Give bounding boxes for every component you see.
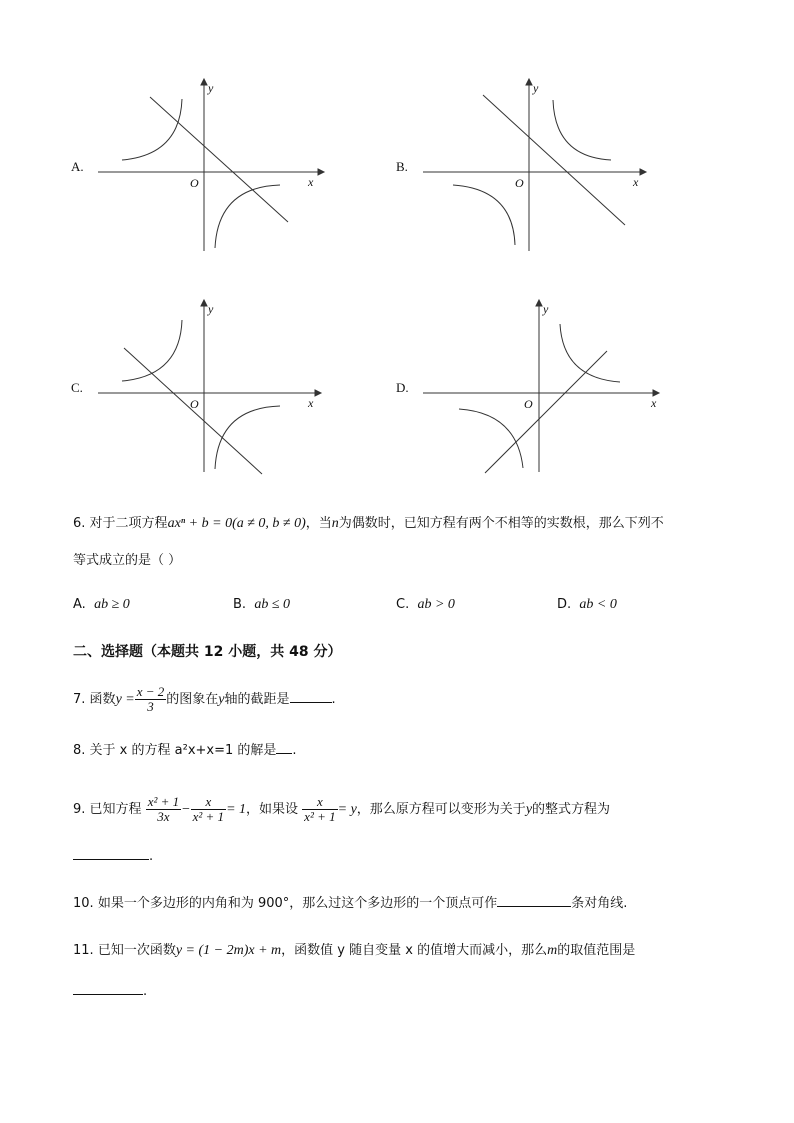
option-label: C. bbox=[396, 597, 410, 612]
question-6-text-2: ，当 bbox=[305, 516, 332, 531]
fraction-numerator: x bbox=[191, 795, 226, 810]
question-8-number: 8. bbox=[73, 743, 86, 758]
graph-b-y-label: y bbox=[533, 81, 539, 95]
option-expr: ab > 0 bbox=[417, 597, 455, 612]
question-7-text: 函数 bbox=[89, 692, 116, 707]
question-7-y: y bbox=[218, 692, 225, 707]
fraction-denominator: x² + 1 bbox=[192, 809, 225, 824]
question-7-text-2: 的图象在 bbox=[166, 692, 219, 707]
question-8-end: . bbox=[292, 743, 297, 758]
question-6-line-1 bbox=[73, 514, 664, 534]
graph-c-origin-label: O bbox=[190, 397, 199, 411]
answer-blank[interactable] bbox=[290, 688, 332, 703]
section-heading: 二、选择题（本题共 12 小题，共 48 分） bbox=[73, 644, 342, 660]
graph-c-y-label: y bbox=[208, 302, 214, 316]
fraction-numerator: x − 2 bbox=[136, 684, 165, 699]
fraction-denominator: 3x bbox=[157, 809, 170, 824]
option-a-label: A. bbox=[71, 159, 84, 174]
question-11-line-2 bbox=[73, 980, 147, 1002]
graph-c bbox=[90, 296, 330, 481]
question-10-number: 10. bbox=[73, 896, 94, 911]
question-10-text-2: 条对角线. bbox=[571, 896, 628, 911]
graph-d-origin-label: O bbox=[524, 397, 533, 411]
question-9-line-2 bbox=[73, 845, 153, 867]
question-6-text: 对于二项方程 bbox=[89, 516, 168, 531]
graph-b-origin-label: O bbox=[515, 176, 524, 190]
question-6-option-c[interactable] bbox=[396, 597, 455, 613]
question-9-text-4: 的整式方程为 bbox=[532, 802, 611, 817]
question-10 bbox=[73, 892, 627, 914]
graph-d-x-label: x bbox=[651, 396, 657, 410]
question-9-fraction-1 bbox=[146, 795, 181, 824]
question-6-option-b[interactable] bbox=[233, 597, 290, 613]
question-9-text-3: ，那么原方程可以变形为关于 bbox=[356, 802, 526, 817]
question-7-end: . bbox=[331, 692, 336, 707]
question-6-n: n bbox=[331, 516, 339, 531]
question-8 bbox=[73, 739, 297, 761]
graph-b-x-label: x bbox=[633, 175, 639, 189]
question-11-text: 已知一次函数 bbox=[97, 943, 176, 958]
question-7-fraction bbox=[135, 685, 167, 714]
option-c-label: C. bbox=[71, 380, 83, 395]
question-7-lhs: y = bbox=[115, 692, 135, 707]
fraction-denominator: 3 bbox=[147, 699, 154, 714]
question-9-text-2: ，如果设 bbox=[246, 802, 299, 817]
graph-a bbox=[90, 75, 330, 260]
graph-a-origin-label: O bbox=[190, 176, 199, 190]
question-7 bbox=[73, 680, 336, 720]
graph-b bbox=[415, 75, 655, 260]
option-d-label: D. bbox=[396, 380, 409, 395]
question-7-text-3: 轴的截距是 bbox=[224, 692, 290, 707]
answer-blank[interactable] bbox=[276, 739, 292, 754]
option-label: B. bbox=[233, 597, 247, 612]
option-label: A. bbox=[73, 597, 86, 612]
question-9-number: 9. bbox=[73, 802, 86, 817]
equals-y: = y bbox=[337, 802, 357, 817]
answer-blank[interactable] bbox=[73, 980, 143, 995]
question-11-end: . bbox=[143, 984, 148, 999]
question-9-y: y bbox=[525, 802, 533, 817]
question-9-text: 已知方程 bbox=[89, 802, 142, 817]
option-label: D. bbox=[557, 597, 572, 612]
question-8-text: 关于 x 的方程 a²x+x=1 的解是 bbox=[89, 743, 277, 758]
question-11-text-3: 的取值范围是 bbox=[557, 943, 636, 958]
option-expr: ab ≤ 0 bbox=[254, 597, 291, 612]
question-7-number: 7. bbox=[73, 692, 86, 707]
question-6-line-2: 等式成立的是（ ） bbox=[73, 553, 182, 568]
graph-a-y-label: y bbox=[208, 81, 214, 95]
option-b-label: B. bbox=[396, 159, 408, 174]
question-6-option-a[interactable] bbox=[73, 597, 130, 613]
option-expr: ab ≥ 0 bbox=[94, 597, 130, 612]
question-11-line-1 bbox=[73, 941, 635, 961]
question-6-number: 6. bbox=[73, 516, 86, 531]
equals-one: = 1 bbox=[226, 802, 247, 817]
question-6-text-3: 为偶数时，已知方程有两个不相等的实数根，那么下列不 bbox=[338, 516, 664, 531]
answer-blank[interactable] bbox=[73, 845, 149, 860]
answer-blank[interactable] bbox=[497, 892, 571, 907]
question-9-fraction-2 bbox=[191, 795, 226, 824]
question-11-function: y = (1 − 2m)x + m bbox=[175, 943, 282, 958]
question-11-text-2: ，函数值 y 随自变量 x 的值增大而减小，那么 bbox=[281, 943, 548, 958]
question-9-fraction-3 bbox=[302, 795, 337, 824]
question-10-text: 如果一个多边形的内角和为 900°，那么过这个多边形的一个顶点可作 bbox=[97, 896, 498, 911]
question-9-end: . bbox=[149, 849, 154, 864]
question-9-line-1 bbox=[73, 790, 610, 830]
question-11-number: 11. bbox=[73, 943, 94, 958]
graph-d-y-label: y bbox=[543, 302, 549, 316]
graph-c-x-label: x bbox=[308, 396, 314, 410]
graph-a-x-label: x bbox=[308, 175, 314, 189]
question-6-option-d[interactable] bbox=[557, 597, 617, 613]
fraction-numerator: x² + 1 bbox=[147, 794, 180, 809]
fraction-numerator: x bbox=[302, 795, 337, 810]
question-11-m: m bbox=[547, 943, 558, 958]
graph-d bbox=[415, 296, 660, 481]
question-6-equation: axⁿ + b = 0(a ≠ 0, b ≠ 0) bbox=[167, 516, 306, 531]
fraction-denominator: x² + 1 bbox=[304, 809, 336, 824]
option-expr: ab < 0 bbox=[579, 597, 617, 612]
minus-sign: − bbox=[181, 802, 191, 817]
